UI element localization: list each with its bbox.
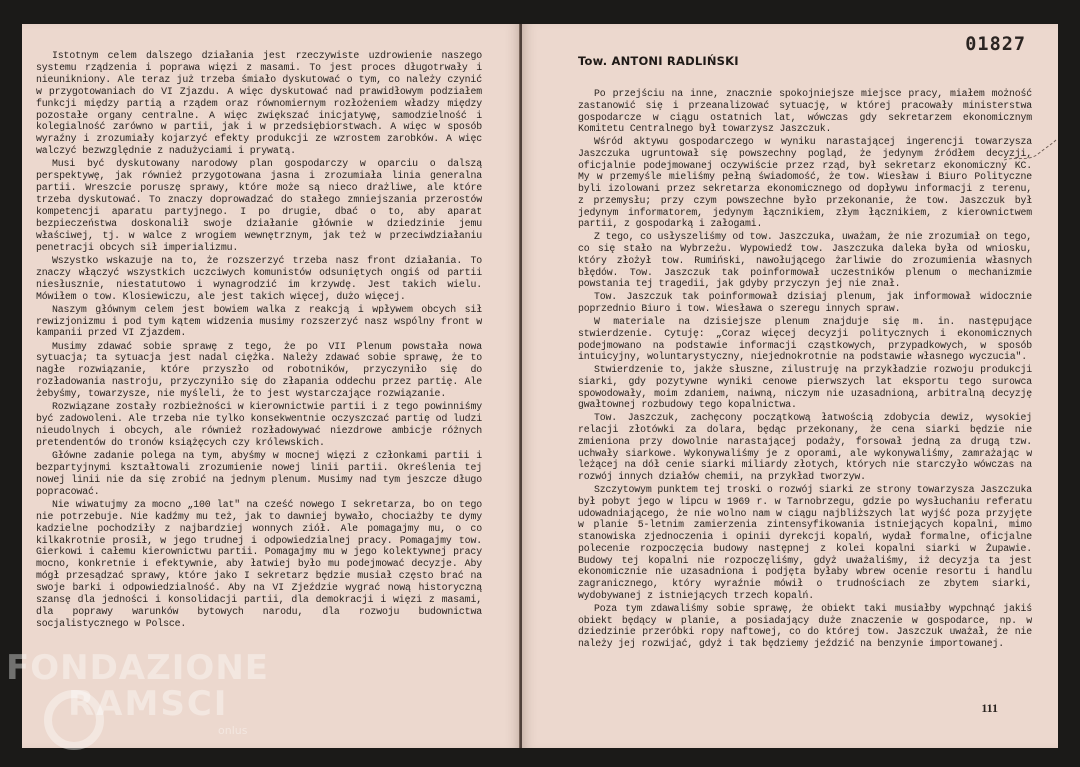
paragraph: Szczytowym punktem tej troski o rozwój siarki ze strony towarzysza Jaszczuka był pobyt jego w lipcu w 1969 r. w Tarnobrzegu, gdzie po wysłuchaniu referatu udowadniającego, że nie wolno nam w ciągu najbliższych lat wyjść poza przyjęte w planie 5-letnim zamierzenia zintensyfikowania istniejących kopalni, mimo stanowiska zjednoczenia i opinii dyrekcji kopalń, wydał formalne, oficjalne polecenie rozpoczęcia budowy następnej z kolei kopalni siarki w Żupawie. Budowy tej kopalni nie rozpoczęliśmy, gdyż uważaliśmy, iż decyzja ta jest ekonomicznie nie uzasadniona i podjęta byłaby wbrew ocenie resortu i handlu zagranicznego, który wyraźnie mówił o trudnościach ze zbytem siarki, wydobywanej z istniejących trzech kopalń. (578, 484, 1032, 601)
watermark-suffix: onlus (218, 724, 248, 737)
paragraph: Z tego, co usłyszeliśmy od tow. Jaszczuka, uważam, że nie zrozumiał on tego, co się stało na Wybrzeżu. Wypowiedź tow. Jaszczuka daleka była od wniosku, który złożył tow. Rumiński, nawołującego żarliwie do zrozumienia własnych błędów. Tow. Jaszczuk tak poinformował uczestników plenum o mechanizmie powstania tej tragedii, jak gdyby przyczyn jej nie znał. (578, 231, 1032, 290)
paragraph: Wszystko wskazuje na to, że rozszerzyć trzeba nasz front działania. To znaczy włączyć wszystkich uczciwych komunistów odsuniętych ongiś od partii niesłusznie, niestatutowo i wynagrodzić im krzywdę. Jest takich wielu. Mówiłem o tow. Klosiewiczu, ale jest takich więcej, dużo więcej. (36, 254, 482, 302)
paragraph: Tow. Jaszczuk, zachęcony początkową łatwością zdobycia dewiz, wysokiej relacji złotówki za dolara, będąc przekonany, że cena siarki będzie nie zmieniona przy dowolnie narastającej podaży, forsował jedną za drugą tzw. uchwały siarkowe. Wykonywaliśmy je z oporami, ale wykonywaliśmy, zamrażając w leżącej na dół cenie siarki miliardy złotych, których nie starczyło wówczas na rozwój innych działów chemii, na przykład tworzyw. (578, 412, 1032, 483)
paragraph: Wśród aktywu gospodarczego w wyniku narastającej ingerencji towarzysza Jaszczuka ugruntował się powszechny pogląd, że jedynym źródłem decyzji, oficjalnie podejmowanej oczywiście przez rząd, był sekretarz ekonomiczny KC. My w przemyśle mieliśmy pełną świadomość, że tow. Wiesław i Biuro Polityczne byli izolowani przez sekretarza ekonomicznego od dopływu informacji z terenu, z przemysłu; przy czym powszechne było przekonanie, że tow. Jaszczuk był jedynym informatorem, jedynym łącznikiem, złym łącznikiem, z kierownictwem partii, z gospodarką i załogami. (578, 136, 1032, 230)
archive-number: 01827 (965, 34, 1026, 55)
paragraph: Po przejściu na inne, znacznie spokojniejsze miejsce pracy, miałem możność zastanowić się i przeanalizować sytuację, w której pracowały ministerstwa gospodarcze w ciągu ostatnich lat, wówczas gdy sekretarzem ekonomicznym Komitetu Centralnego był towarzysz Jaszczuk. (578, 88, 1032, 135)
paragraph: Główne zadanie polega na tym, abyśmy w mocnej więzi z członkami partii i bezpartyjnymi kształtowali zrozumienie nowej linii partii. Określenia tej nowej linii nie da się zrobić na jednym plenum. Musimy nad tym jeszcze długo popracować. (36, 450, 482, 497)
left-page-text (36, 50, 482, 631)
paragraph: Naszym głównym celem jest bowiem walka z reakcją i wpływem obcych sił rewizjonizmu i pod tym kątem widzenia musimy rozszerzyć nasz wspólny front w kampanii przed VI Zjazdem. (36, 303, 482, 339)
paragraph: Poza tym zdawaliśmy sobie sprawę, że obiekt taki musiałby wypchnąć jakiś obiekt będący w planie, a posiadający duże znaczenie w gospodarce, np. w dziedzinie przeróbki ropy naftowej, co do której tow. Jaszczuk uważał, że nie należy jej rozwijać, gdyż i tak będziemy jeździć na benzynie importowanej. (578, 602, 1032, 649)
paragraph: Musimy zdawać sobie sprawę z tego, że po VII Plenum powstała nowa sytuacja; ta sytuacja jest nadal ciężka. Należy zdawać sobie sprawę, że to nagłe rozwiązanie, które przyszło od robotników, przyczyniło się do rozładowania nastroju, przyczyniło się do złapania oddechu przez partię. Ale żebyśmy, towarzysze, nie myśleli, że to jest wystarczające rozwiązanie. (36, 340, 482, 400)
watermark-line1: FONDAZIONE (6, 648, 270, 688)
paragraph: Nie wiwatujmy za mocno „100 lat" na cześć nowego I sekretarza, bo on tego nie potrzebuje. Nie kadźmy mu też, jak to dawniej bywało, chociażby te dymy kadzielne pochodziły z najbardziej wonnych ziół. Ale pomagajmy mu, o co kilkakrotnie prosił, w jego trudnej i odpowiedzialnej pracy. Pomagajmy tow. Gierkowi i całemu kierownictwu partii. Pomagajmy mu w jego kolektywnej pracy mocno, konkretnie i efektywnie, aby łatwiej było mu podejmować decyzje. Aby mógł przesądzać sprawy, które jako I sekretarz będzie musiał często brać na swoje barki i odpowiedzialność. Aby na VI Zjeździe wygrać nową historyczną szansę dla jedności i konsolidacji partii, dla demokracji i więzi z masami, dla poprawy warunków bytowych narodu, dla rozwoju budownictwa socjalistycznego w Polsce. (36, 498, 482, 629)
left-page (22, 24, 520, 748)
page-number: 111 (981, 701, 998, 715)
paragraph: W materiale na dzisiejsze plenum znajduje się m. in. następujące stwierdzenie. Cytuję: „Coraz więcej decyzji politycznych i ekonomicznych podejmowano na podstawie informacji cząstkowych, przypadkowych, w sposób intuicyjny, woluntarystyczny, niejednokrotnie na podstawie własnego wyczucia". (578, 316, 1032, 363)
paragraph: Musi być dyskutowany narodowy plan gospodarczy w oparciu o dalszą perspektywę, jak również przygotowana jasna i zrozumiała linia generalna partii. Wreszcie poruszę sprawy, które może są nieco drażliwe, ale które trzeba dyskutować. To znaczy doprowadzać do stałego zmniejszania przerostów kompetencji aparatu partyjnego. I po drugie, dbać o to, aby aparat bezpieczeństwa doskonalił swoje działanie głównie w dziedzinie jemu właściwej, tj. w walce z wrogiem wewnętrznym, jak też w przeciwdziałaniu penetracji obcych sił imperializmu. (36, 158, 482, 253)
paragraph: Istotnym celem dalszego działania jest rzeczywiste uzdrowienie naszego systemu rządzenia i poprawa więzi z masami. To jest proces długotrwały i nieunikniony. Ale teraz już trzeba śmiało dyskutować o tym, co należy czynić w przygotowaniach do VI Zjazdu. A więc dyskutować nad prawidłowym podziałem funkcji między partią a rządem oraz równomiernym rozłożeniem władzy między pozostałe organy centralne. A więc zwiększać inicjatywę, samodzielność i kolegialność zarówno w partii, jak i w przedsiębiorstwach. A więc w sposób wyraźny i zrozumiały kojarzyć efekty produkcji ze wzrostem zarobków. A więc walczyć bezwzględnie z nadużyciami i prywatą. (36, 50, 482, 157)
watermark-line2: RAMSCI (68, 684, 229, 724)
right-page (522, 24, 1058, 748)
paragraph: Tow. Jaszczuk tak poinformował dzisiaj plenum, jak informował widocznie poprzednio Biuro i tow. Wiesława o szeregu innych spraw. (578, 291, 1032, 315)
paragraph: Rozwiązane zostały rozbieżności w kierownictwie partii i z tego powinniśmy być zadowoleni. Ale trzeba nie tylko konsekwentnie oczyszczać partię od ludzi nieudolnych i obcych, ale również rozładowywać niezdrowe ambicje różnych pretendentów do tronów książęcych czy królewskich. (36, 401, 482, 448)
speaker-heading: Tow. ANTONI RADLIŃSKI (578, 54, 739, 68)
right-page-text (578, 88, 1032, 651)
paragraph: Stwierdzenie to, jakże słuszne, zilustruję na przykładzie rozwoju produkcji siarki, gdy pozytywne wyniki cenowe pierwszych lat eksportu tego surowca spowodowały, moim zdaniem, naiwną, niczym nie uzasadnioną, arbitralną decyzję gwałtownej rozbudowy tego kopalnictwa. (578, 364, 1032, 411)
